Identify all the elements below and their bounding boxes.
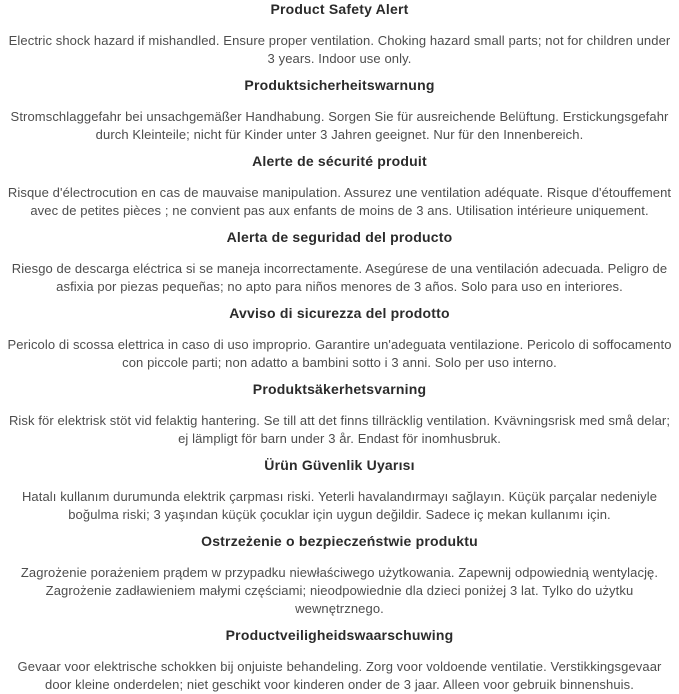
safety-section-french: [5, 154, 674, 220]
section-heading-swedish: Produktsäkerhetsvarning: [252, 381, 427, 397]
section-heading-turkish: Ürün Güvenlik Uyarısı: [264, 457, 415, 473]
safety-section-dutch: [5, 628, 674, 694]
safety-section-english: [5, 2, 674, 68]
safety-section-spanish: [5, 230, 674, 296]
section-heading-english: Product Safety Alert: [270, 1, 409, 17]
section-heading-spanish: Alerta de seguridad del producto: [226, 229, 453, 245]
safety-section-turkish: [5, 458, 674, 524]
section-heading-french: Alerte de sécurité produit: [252, 153, 427, 169]
section-body-dutch: Gevaar voor elektrische schokken bij onjuiste behandeling. Zorg voor voldoende ventilatie. Verstikkingsgevaar door kleine onderdelen; niet geschikt voor kinderen onder de 3 jaar. Alleen voor gebruik binnenshuis.: [17, 659, 662, 692]
safety-section-italian: [5, 306, 674, 372]
section-heading-italian: Avviso di sicurezza del prodotto: [229, 305, 450, 321]
section-body-french: Risque d'électrocution en cas de mauvaise manipulation. Assurez une ventilation adéquate. Risque d'étouffement avec de petites pièces ; ne convient pas aux enfants de moins de 3 ans. Utilisation intérieure uniquement.: [7, 185, 672, 218]
safety-section-polish: [5, 534, 674, 618]
section-heading-dutch: Productveiligheidswaarschuwing: [225, 627, 454, 643]
section-body-turkish: Hatalı kullanım durumunda elektrik çarpması riski. Yeterli havalandırmayı sağlayın. Küçük parçalar nedeniyle boğulma riski; 3 yaşından küçük çocuklar için uygun değildir. Sadece iç mekan kullanımı için.: [21, 489, 658, 522]
safety-section-german: [5, 78, 674, 144]
section-heading-polish: Ostrzeżenie o bezpieczeństwie produktu: [201, 533, 478, 549]
section-body-italian: Pericolo di scossa elettrica in caso di uso improprio. Garantire un'adeguata ventilazione. Pericolo di soffocamento con piccole parti; non adatto a bambini sotto i 3 anni. Solo per uso interno.: [7, 337, 672, 370]
section-body-polish: Zagrożenie porażeniem prądem w przypadku niewłaściwego użytkowania. Zapewnij odpowiednią wentylację. Zagrożenie zadławieniem małymi częściami; nieodpowiednie dla dzieci poniżej 3 lat. Tylko do użytku wewnętrznego.: [20, 565, 659, 616]
section-body-swedish: Risk för elektrisk stöt vid felaktig hantering. Se till att det finns tillräcklig ventilation. Kvävningsrisk med små delar; ej lämpligt för barn under 3 år. Endast för inomhusbruk.: [8, 413, 671, 446]
safety-section-swedish: [5, 382, 674, 448]
section-body-spanish: Riesgo de descarga eléctrica si se maneja incorrectamente. Asegúrese de una ventilación adecuada. Peligro de asfixia por piezas pequeñas; no apto para niños menores de 3 años. Solo para uso en interiores.: [11, 261, 668, 294]
section-body-german: Stromschlaggefahr bei unsachgemäßer Handhabung. Sorgen Sie für ausreichende Belüftung. Erstickungsgefahr durch Kleinteile; nicht für Kinder unter 3 Jahren geeignet. Nur für den Innenbereich.: [10, 109, 669, 142]
section-body-english: Electric shock hazard if mishandled. Ensure proper ventilation. Choking hazard small parts; not for children under 3 years. Indoor use only.: [8, 33, 671, 66]
section-heading-german: Produktsicherheitswarnung: [244, 77, 435, 93]
